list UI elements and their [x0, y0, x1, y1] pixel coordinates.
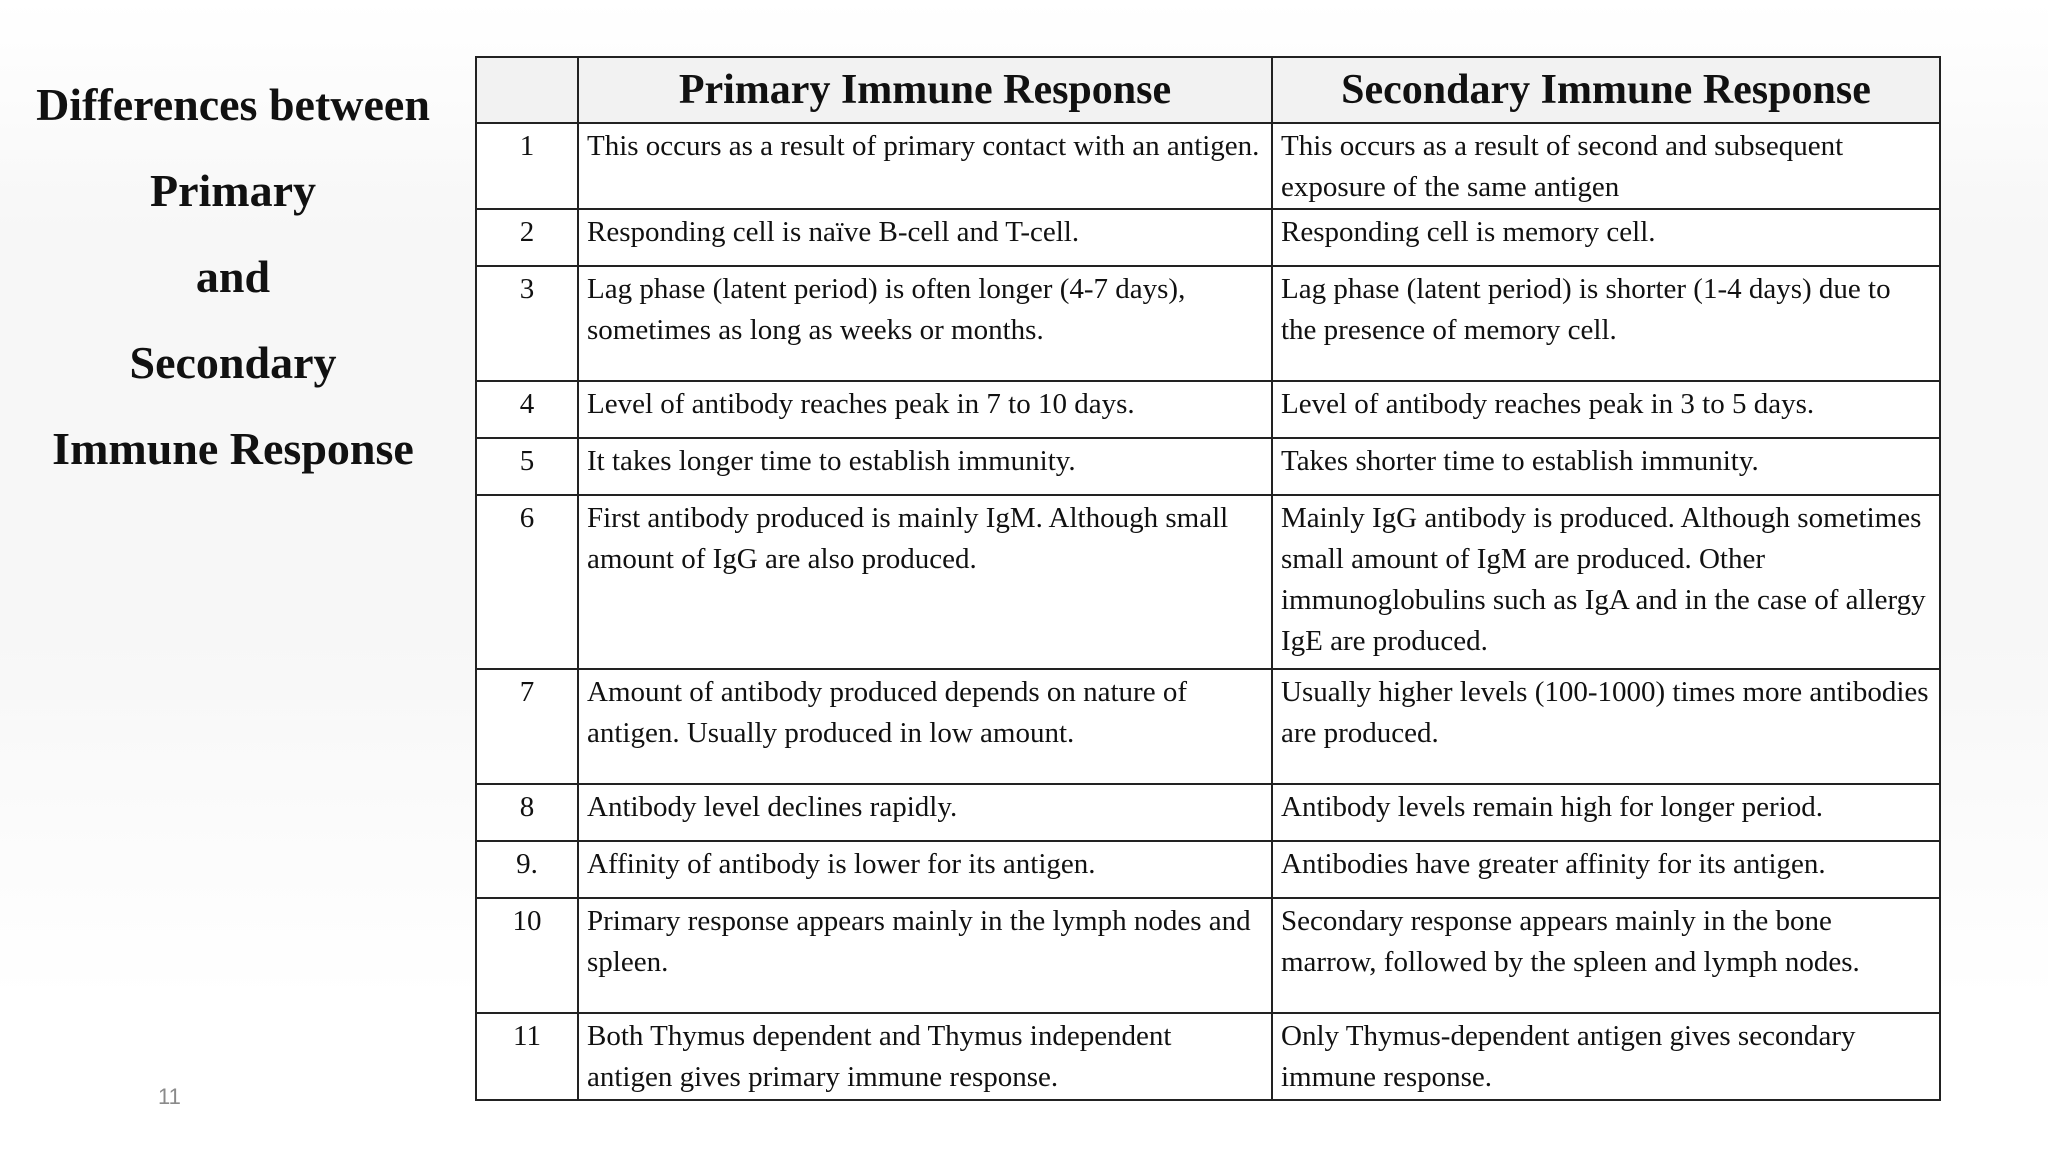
- table-row: [476, 438, 1940, 495]
- row-number: 11: [476, 1013, 578, 1100]
- row-number: 8: [476, 784, 578, 841]
- slide-title-line: Secondary: [129, 337, 337, 388]
- header-primary-immune-response: Primary Immune Response: [578, 57, 1272, 123]
- table-row: [476, 898, 1940, 1013]
- slide-title-line: Immune Response: [52, 423, 414, 474]
- table-header-row: [476, 57, 1940, 123]
- primary-cell: Level of antibody reaches peak in 7 to 10 days.: [578, 381, 1272, 438]
- primary-cell: Amount of antibody produced depends on nature of antigen. Usually produced in low amount.: [578, 669, 1272, 784]
- header-secondary-immune-response: Secondary Immune Response: [1272, 57, 1940, 123]
- primary-cell: Responding cell is naïve B-cell and T-cell.: [578, 209, 1272, 266]
- row-number: 7: [476, 669, 578, 784]
- slide-title-line: and: [195, 251, 271, 302]
- secondary-cell: Takes shorter time to establish immunity.: [1272, 438, 1940, 495]
- primary-cell: Both Thymus dependent and Thymus independent antigen gives primary immune response.: [578, 1013, 1272, 1100]
- slide-title-line: Primary: [149, 165, 317, 216]
- table-row: [476, 841, 1940, 898]
- secondary-cell: Antibodies have greater affinity for its antigen.: [1272, 841, 1940, 898]
- page-number: 11: [158, 1084, 181, 1109]
- row-number: 2: [476, 209, 578, 266]
- primary-cell: Affinity of antibody is lower for its antigen.: [578, 841, 1272, 898]
- row-number: 5: [476, 438, 578, 495]
- table-row: [476, 381, 1940, 438]
- primary-cell: First antibody produced is mainly IgM. Although small amount of IgG are also produced.: [578, 495, 1272, 669]
- comparison-table: [475, 56, 1941, 1101]
- header-number-column: [476, 57, 578, 123]
- primary-cell: Lag phase (latent period) is often longer (4-7 days), sometimes as long as weeks or months.: [578, 266, 1272, 381]
- slide-title-line: Differences between: [36, 79, 430, 130]
- row-number: 6: [476, 495, 578, 669]
- table-row: [476, 495, 1940, 669]
- table-row: [476, 669, 1940, 784]
- primary-cell: Primary response appears mainly in the lymph nodes and spleen.: [578, 898, 1272, 1013]
- row-number: 9.: [476, 841, 578, 898]
- slide-title: [18, 62, 448, 492]
- row-number: 4: [476, 381, 578, 438]
- primary-cell: It takes longer time to establish immunity.: [578, 438, 1272, 495]
- row-number: 1: [476, 123, 578, 209]
- secondary-cell: This occurs as a result of second and subsequent exposure of the same antigen: [1272, 123, 1940, 209]
- primary-cell: This occurs as a result of primary contact with an antigen.: [578, 123, 1272, 209]
- secondary-cell: Antibody levels remain high for longer period.: [1272, 784, 1940, 841]
- secondary-cell: Lag phase (latent period) is shorter (1-4 days) due to the presence of memory cell.: [1272, 266, 1940, 381]
- row-number: 10: [476, 898, 578, 1013]
- table-row: [476, 1013, 1940, 1100]
- secondary-cell: Responding cell is memory cell.: [1272, 209, 1940, 266]
- secondary-cell: Only Thymus-dependent antigen gives secondary immune response.: [1272, 1013, 1940, 1100]
- secondary-cell: Secondary response appears mainly in the bone marrow, followed by the spleen and lymph nodes.: [1272, 898, 1940, 1013]
- table-row: [476, 266, 1940, 381]
- secondary-cell: Mainly IgG antibody is produced. Although sometimes small amount of IgM are produced. Other immunoglobulins such as IgA and in the case of allergy IgE are produced.: [1272, 495, 1940, 669]
- secondary-cell: Usually higher levels (100-1000) times more antibodies are produced.: [1272, 669, 1940, 784]
- primary-cell: Antibody level declines rapidly.: [578, 784, 1272, 841]
- table-row: [476, 123, 1940, 209]
- table-row: [476, 784, 1940, 841]
- secondary-cell: Level of antibody reaches peak in 3 to 5 days.: [1272, 381, 1940, 438]
- table-row: [476, 209, 1940, 266]
- row-number: 3: [476, 266, 578, 381]
